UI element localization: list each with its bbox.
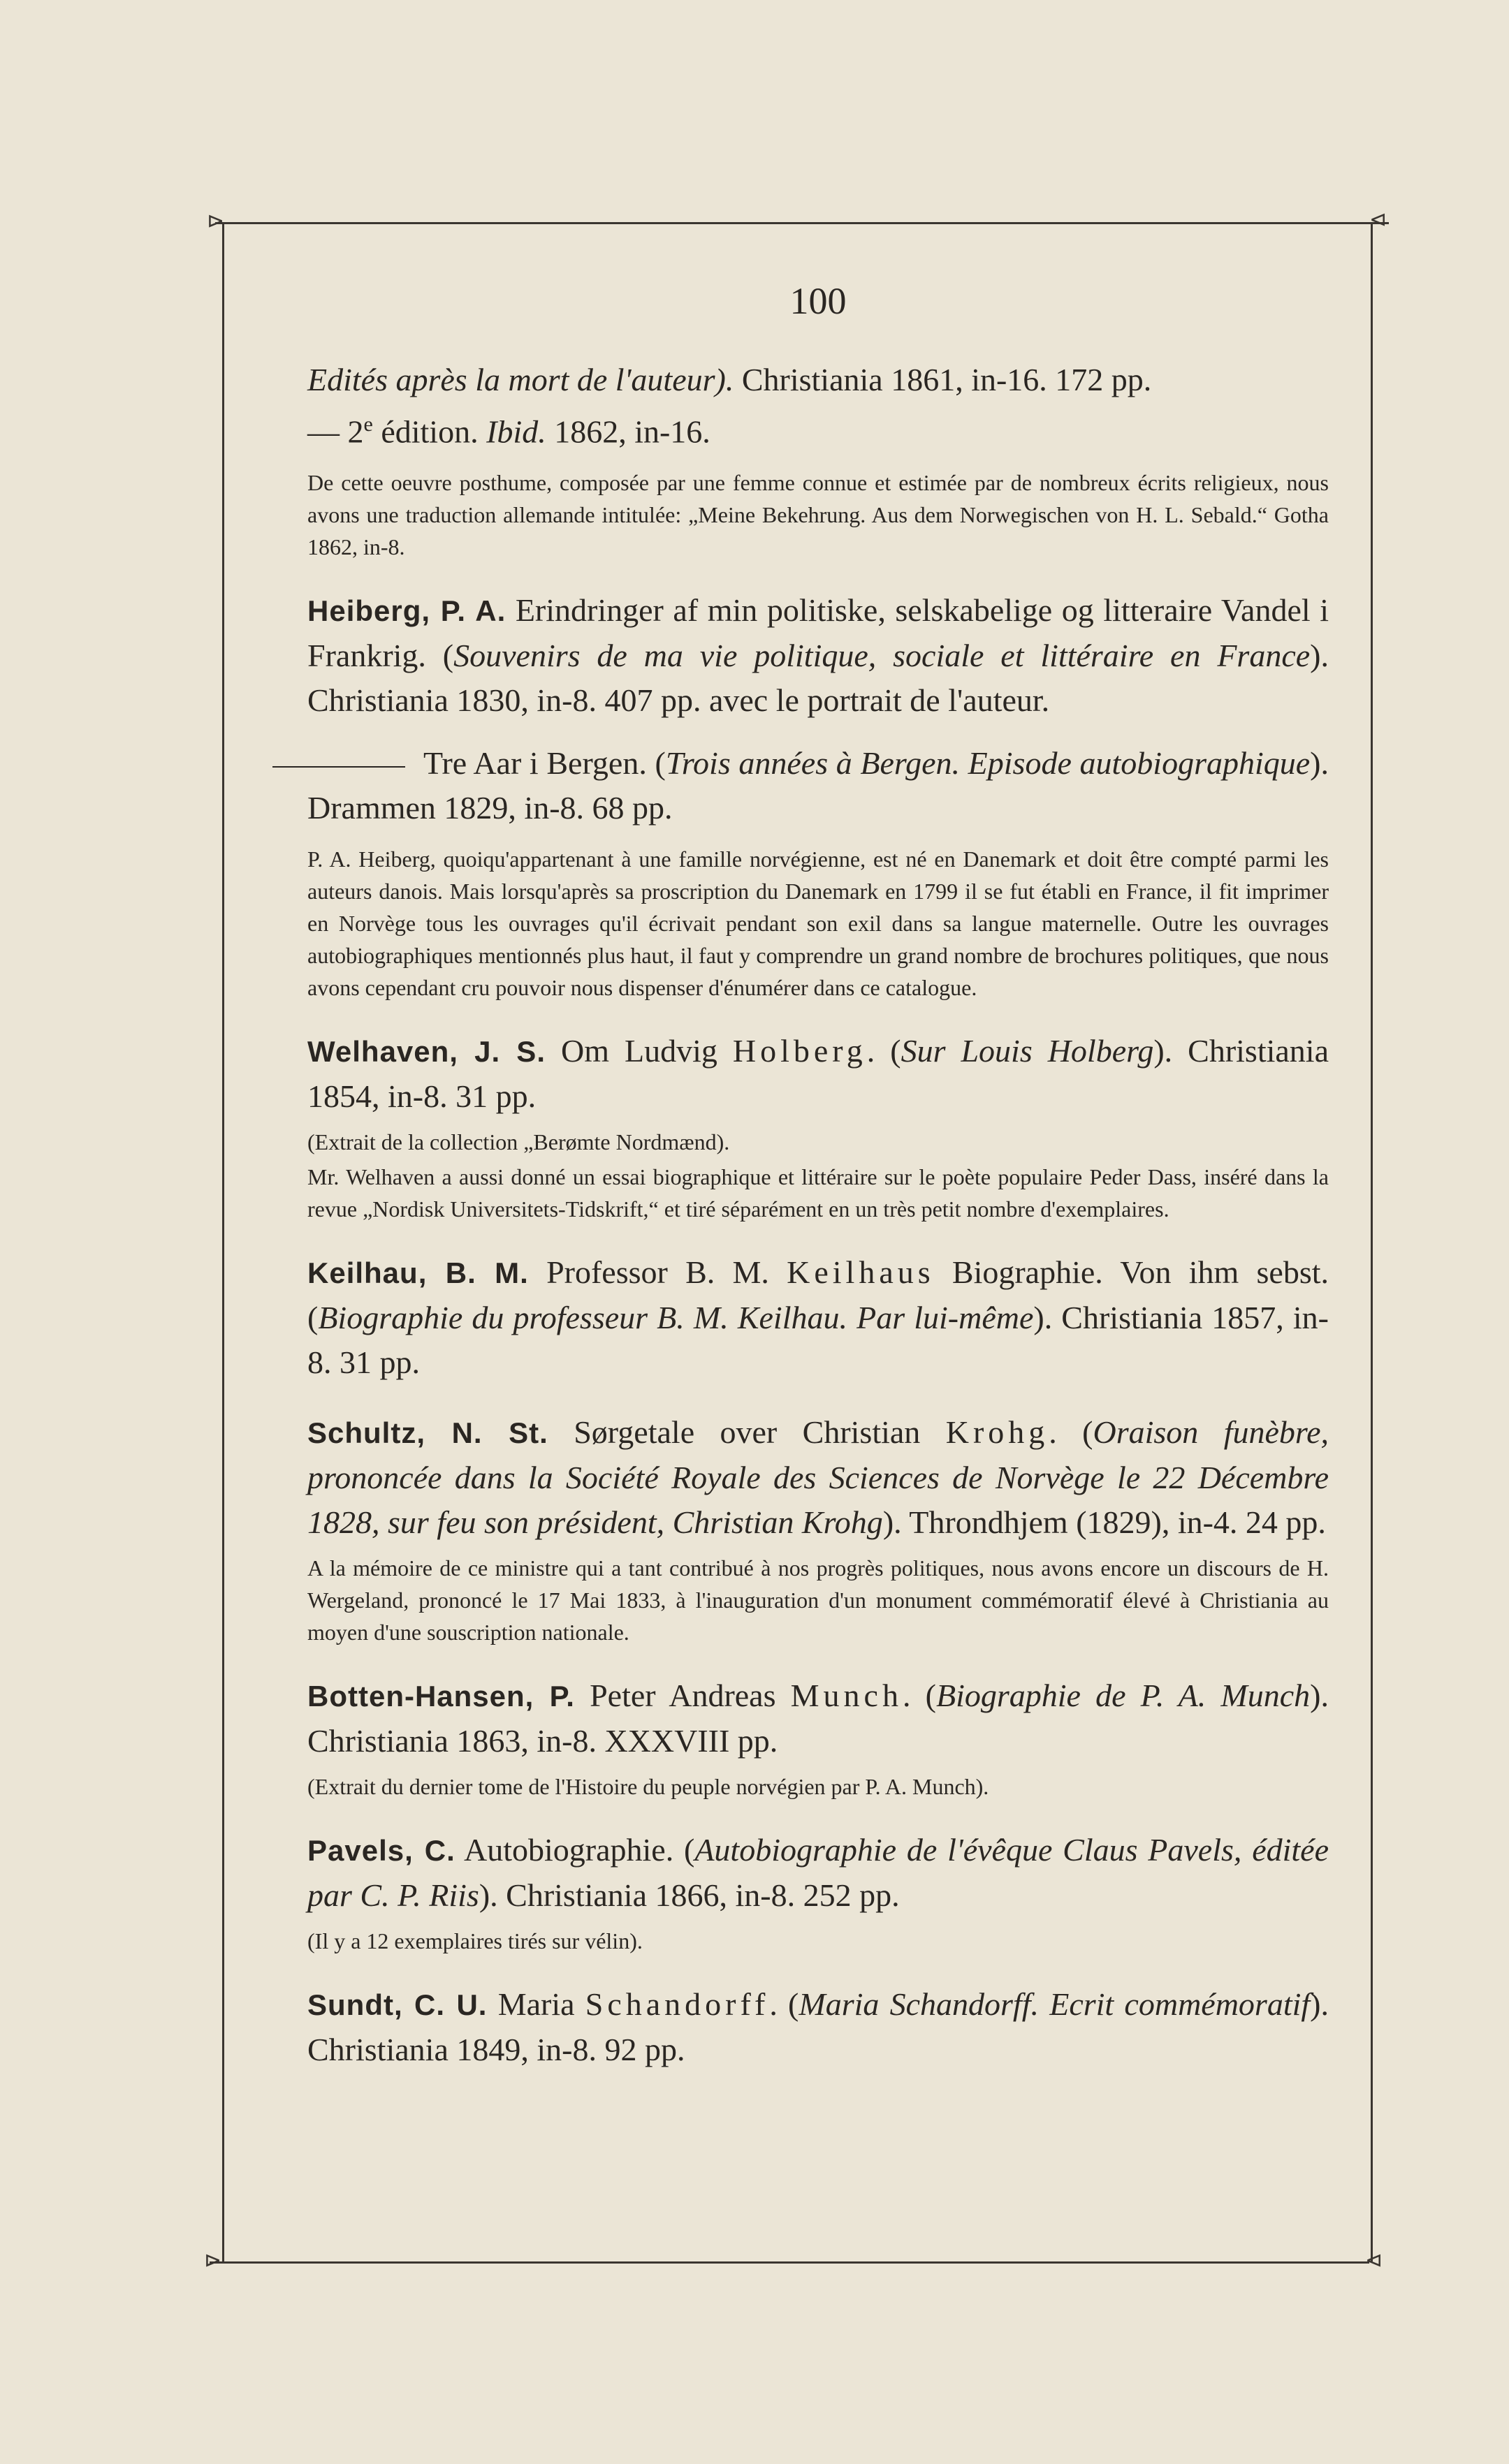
entry-schultz: Schultz, N. St. Sørgetale over Christian Krohg. (Oraison funèbre, prononcée dans la Société Royale des Sciences de Norvège le 22 Décembre 1828, sur feu son président, Christian Krohg). Throndhjem (1829), in-4. 24 pp. [307,1414,1329,1541]
right-rule [1371,223,1373,2261]
entry-keilhau: Keilhau, B. M. Professor B. M. Keilhaus Biographie. Von ihm sebst. (Biographie du professeur B. M. Keilhau. Par lui-même). Christiania 1857, in-8. 31 pp. [307,1254,1329,1381]
entry-note: (Il y a 12 exemplaires tirés sur vélin). [307,1928,643,1954]
author-name: Pavels, C. [307,1834,455,1868]
entry-note: Mr. Welhaven a aussi donné un essai biographique et littéraire sur le poète populaire Peder Dass, inséré dans la revue „Nordisk Universitets-Tidskrift,“ et tiré séparément en un très petit nombre d'exemplaires. [307,1164,1329,1222]
author-name: Keilhau, B. M. [307,1256,529,1290]
author-name: Schultz, N. St. [307,1416,548,1450]
ornament-top-left: ⊳ [207,210,225,233]
entry-note: (Extrait de la collection „Berømte Nordmænd). [307,1129,730,1155]
entry-note: De cette oeuvre posthume, composée par une femme connue et estimée par de nombreux écrits religieux, nous avons une traduction allemande intitulée: „Meine Bekehrung. Aus dem Norwegischen von H. L. Sebald.“ Gotha 1862, in-8. [307,470,1329,560]
author-name: Botten-Hansen, P. [307,1680,575,1713]
entry-note: P. A. Heiberg, quoiqu'appartenant à une famille norvégienne, est né en Danemark et doit être compté parmi les auteurs danois. Mais lorsqu'après sa proscription du Danemark en 1799 il se fut établi en France, il fit imprimer en Norvège tous les ouvrages qu'il écrivait pendant son exil dans sa langue maternelle. Outre les ouvrages autobiographiques mentionnés plus haut, il faut y comprendre un grand nombre de brochures politiques, que nous avons cependant cru pouvoir nous dispenser d'énumérer dans ce catalogue. [307,846,1329,1001]
top-rule [215,222,1389,224]
bottom-rule [210,2261,1369,2264]
page-number: 100 [789,280,847,322]
repeat-author-dash [272,766,405,768]
ornament-bottom-left: ⊳ [204,2249,222,2272]
entry-continuation: Edités après la mort de l'auteur). Christiania 1861, in-16. 172 pp. — 2e édition. Ibid. 1862, in-16. [307,362,1152,450]
entry-heiberg-second-work: Tre Aar i Bergen. (Trois années à Bergen. Episode autobiographique). Drammen 1829, in-8. 68 pp. [307,741,1329,830]
author-name: Heiberg, P. A. [307,594,506,628]
ornament-top-right: ⊲ [1369,208,1387,231]
entry-welhaven: Welhaven, J. S. Om Ludvig Holberg. (Sur Louis Holberg). Christiania 1854, in-8. 31 pp. [307,1033,1329,1115]
left-rule [222,223,224,2261]
entry-heiberg: Heiberg, P. A. Erindringer af min politiske, selskabelige og litteraire Vandel i Frankrig. (Souvenirs de ma vie politique, sociale et littéraire en France). Christiania 1830, in-8. 407 pp. avec le portrait de l'auteur. [307,592,1329,719]
author-name: Sundt, C. U. [307,1988,488,2022]
entry-note: A la mémoire de ce ministre qui a tant contribué à nos progrès politiques, nous avons encore un discours de H. Wergeland, prononcé le 17 Mai 1833, à l'inauguration d'un monument commémoratif élevé à Christiania au moyen d'une souscription nationale. [307,1555,1329,1645]
entry-title: Edités après la mort de l'auteur). [307,362,734,397]
entry-botten-hansen: Botten-Hansen, P. Peter Andreas Munch. (Biographie de P. A. Munch). Christiania 1863, in-8. XXXVIII pp. [307,1678,1329,1759]
entry-note: (Extrait du dernier tome de l'Histoire du peuple norvégien par P. A. Munch). [307,1774,989,1800]
ornament-bottom-right: ⊲ [1365,2249,1383,2272]
entry-sundt: Sundt, C. U. Maria Schandorff. (Maria Schandorff. Ecrit commémoratif). Christiania 1849, in-8. 92 pp. [307,1986,1329,2068]
page-content [307,279,1329,2072]
entry-pavels: Pavels, C. Autobiographie. (Autobiographie de l'évêque Claus Pavels, éditée par C. P. Riis). Christiania 1866, in-8. 252 pp. [307,1832,1329,1914]
author-name: Welhaven, J. S. [307,1035,546,1069]
